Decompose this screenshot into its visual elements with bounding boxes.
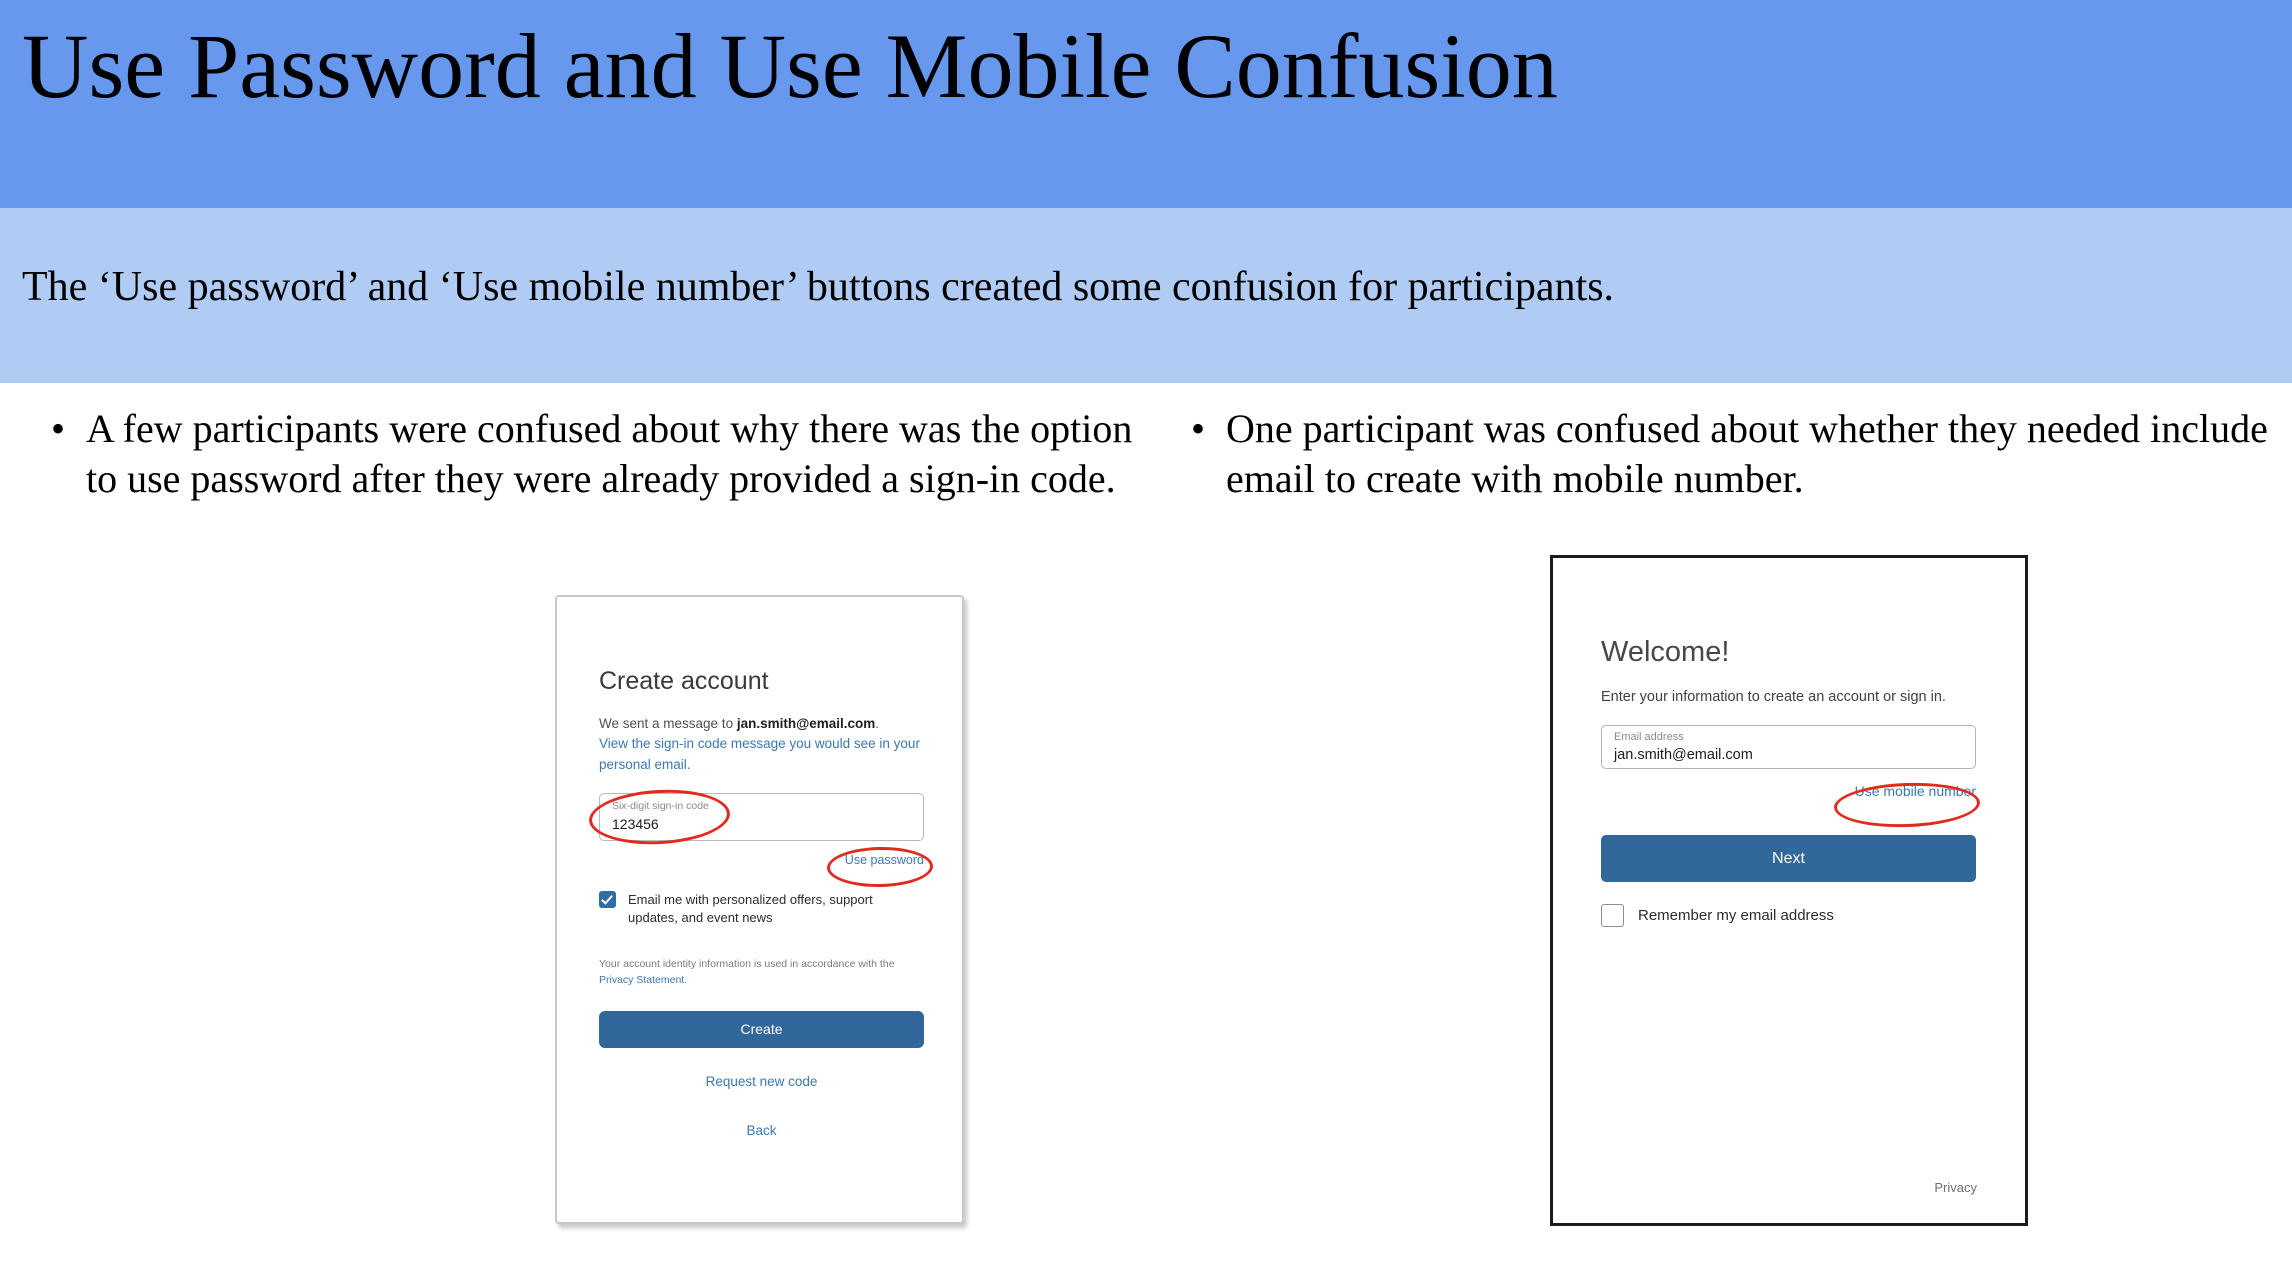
right-column — [1170, 404, 2270, 504]
welcome-heading: Welcome! — [1601, 636, 1730, 668]
create-account-heading: Create account — [599, 667, 769, 695]
title-band — [0, 0, 2292, 208]
create-button[interactable]: Create — [599, 1011, 924, 1048]
subtitle-text: The ‘Use password’ and ‘Use mobile number’ buttons created some confusion for participants. — [22, 264, 1615, 310]
left-column — [30, 404, 1150, 504]
remember-email-label: Remember my email address — [1638, 907, 1834, 924]
request-new-code-link[interactable]: Request new code — [705, 1073, 818, 1089]
subtitle-band — [0, 208, 2292, 383]
welcome-subheading: Enter your information to create an account or sign in. — [1601, 689, 1946, 705]
signin-code-value: 123456 — [612, 815, 659, 832]
bullet-item — [1170, 404, 2270, 504]
bullet-marker: • — [50, 406, 65, 451]
sent-message-text — [599, 714, 924, 734]
sent-message-prefix: We sent a message to — [599, 716, 737, 731]
create-account-screenshot — [555, 595, 964, 1224]
bullet-item — [30, 404, 1150, 504]
next-button[interactable]: Next — [1601, 835, 1976, 882]
identity-fine-print — [599, 957, 924, 989]
marketing-optin-label: Email me with personalized offers, support updates, and event news — [628, 891, 873, 925]
sent-message-email: jan.smith@email.com — [736, 716, 876, 731]
signin-code-label: Six-digit sign-in code — [612, 799, 709, 812]
email-label: Email address — [1614, 731, 1684, 743]
view-signin-code-link[interactable]: View the sign-in code message you would see in your personal email. — [599, 736, 920, 772]
use-mobile-number-link[interactable]: Use mobile number — [1854, 783, 1976, 799]
remember-email-checkbox[interactable] — [1601, 904, 1624, 927]
back-link[interactable]: Back — [746, 1122, 777, 1138]
marketing-optin-row[interactable] — [599, 891, 924, 927]
email-input[interactable] — [1601, 725, 1976, 769]
sent-message-suffix: . — [875, 716, 880, 731]
bullet-marker: • — [1190, 406, 1205, 451]
privacy-statement-link[interactable]: Privacy Statement. — [599, 973, 688, 986]
page-title: Use Password and Use Mobile Confusion — [22, 15, 1558, 117]
welcome-screenshot — [1550, 555, 2028, 1226]
use-password-link[interactable]: Use password — [844, 852, 924, 867]
bullet-text: A few participants were confused about why there was the option to use password after they were already provided a sign-in code. — [86, 406, 1133, 501]
marketing-optin-checkbox[interactable] — [599, 891, 616, 908]
bullet-text: One participant was confused about whether they needed include email to create with mobile number. — [1226, 406, 2268, 501]
signin-code-input[interactable] — [599, 793, 924, 841]
email-value: jan.smith@email.com — [1614, 747, 1753, 763]
identity-fine-print-text: Your account identity information is used in accordance with the — [599, 958, 895, 971]
privacy-link[interactable]: Privacy — [1934, 1180, 1977, 1195]
remember-email-row[interactable] — [1601, 904, 1976, 927]
